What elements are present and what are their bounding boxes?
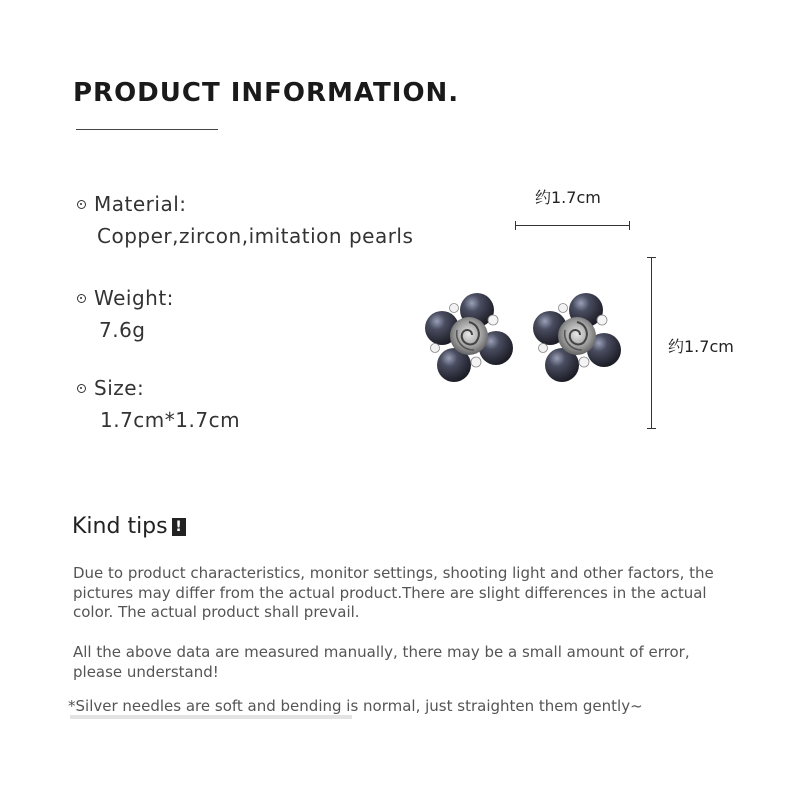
earring-left-image [422, 290, 522, 390]
spec-weight [77, 286, 174, 342]
bullet-icon [77, 294, 86, 303]
spec-material [77, 192, 413, 248]
spec-value: Copper,zircon,imitation pearls [97, 224, 414, 248]
width-dimension-label: 约1.7cm [535, 188, 601, 207]
width-dimension-line [515, 225, 630, 226]
height-dimension-line [651, 257, 652, 429]
spec-value: 7.6g [99, 318, 146, 342]
bullet-icon [77, 384, 86, 393]
height-dimension-label: 约1.7cm [668, 337, 734, 356]
needle-note: *Silver needles are soft and bending is normal, just straighten them gently~ [68, 697, 643, 715]
spec-value: 1.7cm*1.7cm [100, 408, 241, 432]
spec-label: Size: [94, 376, 145, 400]
tips-paragraph-1: Due to product characteristics, monitor settings, shooting light and other factors, the pictures may differ from the actual product.There are slight differences in the actual color. The actual product shall prevail. [73, 564, 714, 621]
spec-label: Material: [94, 192, 187, 216]
earring-right-image [530, 290, 630, 390]
title-divider [76, 129, 218, 130]
spec-label: Weight: [94, 286, 174, 310]
tips-paragraph-2: All the above data are measured manually, there may be a small amount of error, please understand! [73, 643, 690, 681]
kind-tips-heading [72, 514, 186, 539]
exclamation-icon: ! [172, 518, 186, 536]
kind-tips-title: Kind tips [72, 514, 168, 539]
bullet-icon [77, 200, 86, 209]
page-title: PRODUCT INFORMATION. [73, 78, 460, 108]
note-highlight [70, 715, 352, 719]
spec-size [77, 376, 240, 432]
